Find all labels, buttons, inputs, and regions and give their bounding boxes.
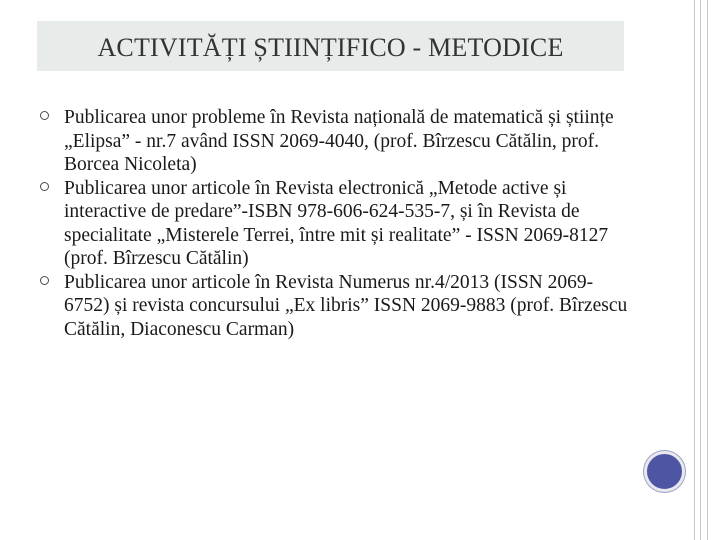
- hollow-circle-icon: [40, 276, 49, 285]
- bullet-text: Publicarea unor articole în Revista electronică „Metode active și interactive de predare”-ISBN 978-606-624-535-7, și în Revista de specialitate „Misterele Terrei, între mit și realitate” - ISSN 2069-8127 (prof. Bîrzescu Cătălin): [64, 177, 609, 269]
- slide-title: ACTIVITĂȚI ȘTIINȚIFICO - METODICE: [97, 33, 564, 62]
- bullet-item: [40, 271, 630, 342]
- accent-circle-icon: [644, 451, 685, 492]
- decorative-rule: [707, 0, 708, 540]
- decorative-rule: [700, 0, 701, 540]
- bullet-item: [40, 177, 630, 271]
- title-band: [37, 21, 624, 71]
- hollow-circle-icon: [40, 111, 49, 120]
- bullet-text: Publicarea unor probleme în Revista națională de matematică și științe „Elipsa” - nr.7 având ISSN 2069-4040, (prof. Bîrzescu Cătălin, prof. Borcea Nicoleta): [64, 107, 614, 175]
- hollow-circle-icon: [40, 182, 49, 191]
- bullet-text: Publicarea unor articole în Revista Numerus nr.4/2013 (ISSN 2069-6752) și revista concursului „Ex libris” ISSN 2069-9883 (prof. Bîrzescu Cătălin, Diaconescu Carman): [64, 271, 628, 340]
- decorative-rule: [694, 0, 695, 540]
- bullet-list: [40, 106, 630, 341]
- bullet-item: [40, 106, 630, 177]
